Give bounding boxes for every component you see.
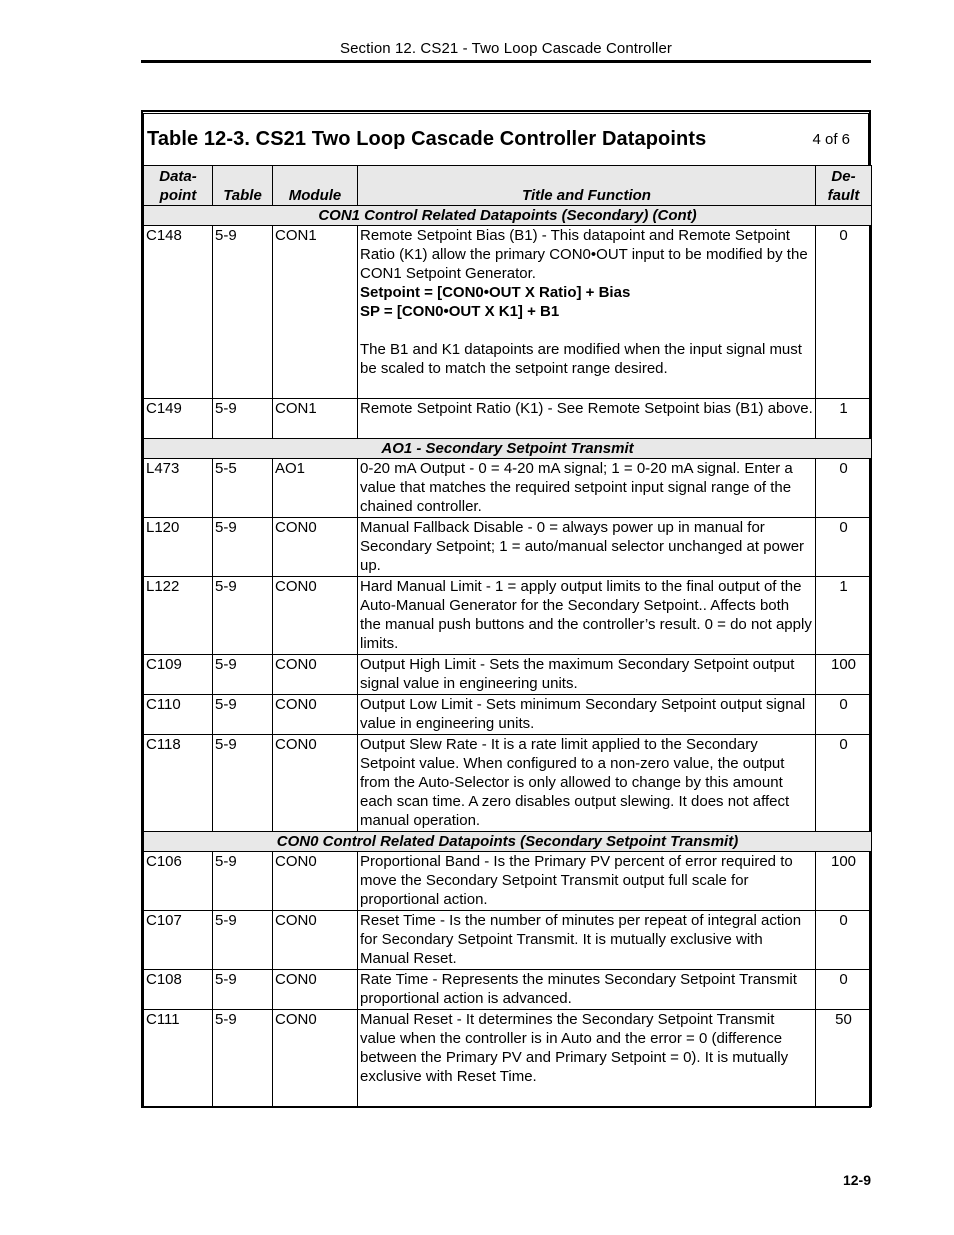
cell-description: Output Slew Rate - It is a rate limit applied to the Secondary Setpoint value. When configured to a non-zero value, the output from the Auto-Selector is only allowed to change by this amount each scan time. A zero disables output slewing. It does not affect manual operation. <box>358 735 816 832</box>
cell-module: CON1 <box>273 399 358 439</box>
cell-module: CON0 <box>273 852 358 911</box>
cell-default: 0 <box>816 226 872 399</box>
table-row <box>144 459 872 518</box>
cell-default: 100 <box>816 852 872 911</box>
cell-datapoint: C118 <box>144 735 213 832</box>
table-row <box>144 577 872 655</box>
datapoints-table-frame <box>141 110 871 1108</box>
cell-description: Manual Reset - It determines the Secondary Setpoint Transmit value when the controller is in Auto and the error = 0 (difference between the Primary PV and Primary Setpoint = 0). It is mutually exclusive with Reset Time. <box>358 1010 816 1107</box>
cell-table: 5-9 <box>213 518 273 577</box>
cell-datapoint: C110 <box>144 695 213 735</box>
table-page-indicator: 4 of 6 <box>812 131 850 148</box>
cell-table: 5-9 <box>213 735 273 832</box>
page-number: 12-9 <box>842 1172 871 1188</box>
cell-datapoint: L122 <box>144 577 213 655</box>
col-header-default <box>816 166 872 206</box>
cell-default: 0 <box>816 735 872 832</box>
header-rule <box>141 60 871 63</box>
cell-datapoint: C148 <box>144 226 213 399</box>
section-label: CON1 Control Related Datapoints (Secondary) (Cont) <box>144 206 872 226</box>
equation-line-2: SP = [CON0•OUT X K1] + B1 <box>360 303 560 320</box>
cell-datapoint: C107 <box>144 911 213 970</box>
cell-description <box>358 226 816 399</box>
table-row <box>144 226 872 399</box>
cell-default: 0 <box>816 518 872 577</box>
cell-table: 5-9 <box>213 911 273 970</box>
cell-datapoint: L120 <box>144 518 213 577</box>
description-text-2: The B1 and K1 datapoints are modified when the input signal must be scaled to match the setpoint range desired. <box>360 341 802 377</box>
col-header-module: Module <box>273 166 358 206</box>
cell-default: 50 <box>816 1010 872 1107</box>
cell-description: Remote Setpoint Ratio (K1) - See Remote Setpoint bias (B1) above. <box>358 399 816 439</box>
cell-description: Output High Limit - Sets the maximum Secondary Setpoint output signal value in engineering units. <box>358 655 816 695</box>
cell-table: 5-9 <box>213 852 273 911</box>
cell-module: CON0 <box>273 970 358 1010</box>
cell-default: 0 <box>816 970 872 1010</box>
cell-module: CON0 <box>273 735 358 832</box>
col-header-datapoint-line2: point <box>159 187 197 204</box>
col-header-default-line2: fault <box>827 187 860 204</box>
cell-table: 5-9 <box>213 577 273 655</box>
col-header-table: Table <box>213 166 273 206</box>
cell-description: Hard Manual Limit - 1 = apply output limits to the final output of the Auto-Manual Generator for the Secondary Setpoint.. Affects both the manual push buttons and the controller’s result. 0 = do not apply limits. <box>358 577 816 655</box>
table-row <box>144 911 872 970</box>
cell-table: 5-9 <box>213 655 273 695</box>
cell-datapoint: C109 <box>144 655 213 695</box>
cell-default: 0 <box>816 695 872 735</box>
description-text: Remote Setpoint Bias (B1) - This datapoint and Remote Setpoint Ratio (K1) allow the primary CON0•OUT input to be modified by the CON1 Setpoint Generator. <box>360 227 808 282</box>
cell-datapoint: C106 <box>144 852 213 911</box>
cell-table: 5-5 <box>213 459 273 518</box>
table-row <box>144 518 872 577</box>
cell-module: CON0 <box>273 655 358 695</box>
running-head: Section 12. CS21 - Two Loop Cascade Controller <box>339 40 672 57</box>
cell-description: Rate Time - Represents the minutes Secondary Setpoint Transmit proportional action is advanced. <box>358 970 816 1010</box>
cell-table: 5-9 <box>213 970 273 1010</box>
cell-table: 5-9 <box>213 1010 273 1107</box>
cell-default: 1 <box>816 399 872 439</box>
section-row-con0 <box>144 832 872 852</box>
col-header-default-line1: De- <box>831 168 856 185</box>
table-header-row <box>144 166 872 206</box>
equation-line-1: Setpoint = [CON0•OUT X Ratio] + Bias <box>360 284 631 301</box>
cell-module: CON0 <box>273 518 358 577</box>
table-title: Table 12-3. CS21 Two Loop Cascade Controller Datapoints <box>147 128 707 150</box>
section-row-con1 <box>144 206 872 226</box>
col-header-datapoint <box>144 166 213 206</box>
section-row-ao1 <box>144 439 872 459</box>
cell-default: 0 <box>816 459 872 518</box>
cell-default: 1 <box>816 577 872 655</box>
cell-module: CON0 <box>273 1010 358 1107</box>
cell-description: Output Low Limit - Sets minimum Secondary Setpoint output signal value in engineering units. <box>358 695 816 735</box>
cell-description: Reset Time - Is the number of minutes per repeat of integral action for Secondary Setpoint Transmit. It is mutually exclusive with Manual Reset. <box>358 911 816 970</box>
table-row <box>144 735 872 832</box>
col-header-datapoint-line1: Data- <box>159 168 197 185</box>
cell-module: CON0 <box>273 911 358 970</box>
cell-description: Manual Fallback Disable - 0 = always power up in manual for Secondary Setpoint; 1 = auto/manual selector unchanged at power up. <box>358 518 816 577</box>
cell-description: Proportional Band - Is the Primary PV percent of error required to move the Secondary Setpoint Transmit output full scale for proportional action. <box>358 852 816 911</box>
cell-datapoint: L473 <box>144 459 213 518</box>
table-row <box>144 1010 872 1107</box>
cell-module: CON1 <box>273 226 358 399</box>
cell-table: 5-9 <box>213 226 273 399</box>
table-row <box>144 399 872 439</box>
cell-datapoint: C108 <box>144 970 213 1010</box>
cell-table: 5-9 <box>213 399 273 439</box>
section-label: AO1 - Secondary Setpoint Transmit <box>144 439 872 459</box>
cell-datapoint: C111 <box>144 1010 213 1107</box>
cell-module: CON0 <box>273 577 358 655</box>
cell-module: CON0 <box>273 695 358 735</box>
section-label: CON0 Control Related Datapoints (Secondary Setpoint Transmit) <box>144 832 872 852</box>
cell-default: 100 <box>816 655 872 695</box>
table-row <box>144 852 872 911</box>
cell-description: 0-20 mA Output - 0 = 4-20 mA signal; 1 = 0-20 mA signal. Enter a value that matches the required setpoint input signal range of the chained controller. <box>358 459 816 518</box>
col-header-title-function: Title and Function <box>358 166 816 206</box>
datapoints-table <box>143 165 872 1107</box>
table-row <box>144 655 872 695</box>
table-title-bar <box>143 113 869 165</box>
cell-module: AO1 <box>273 459 358 518</box>
cell-default: 0 <box>816 911 872 970</box>
table-row <box>144 970 872 1010</box>
cell-table: 5-9 <box>213 695 273 735</box>
cell-datapoint: C149 <box>144 399 213 439</box>
table-row <box>144 695 872 735</box>
